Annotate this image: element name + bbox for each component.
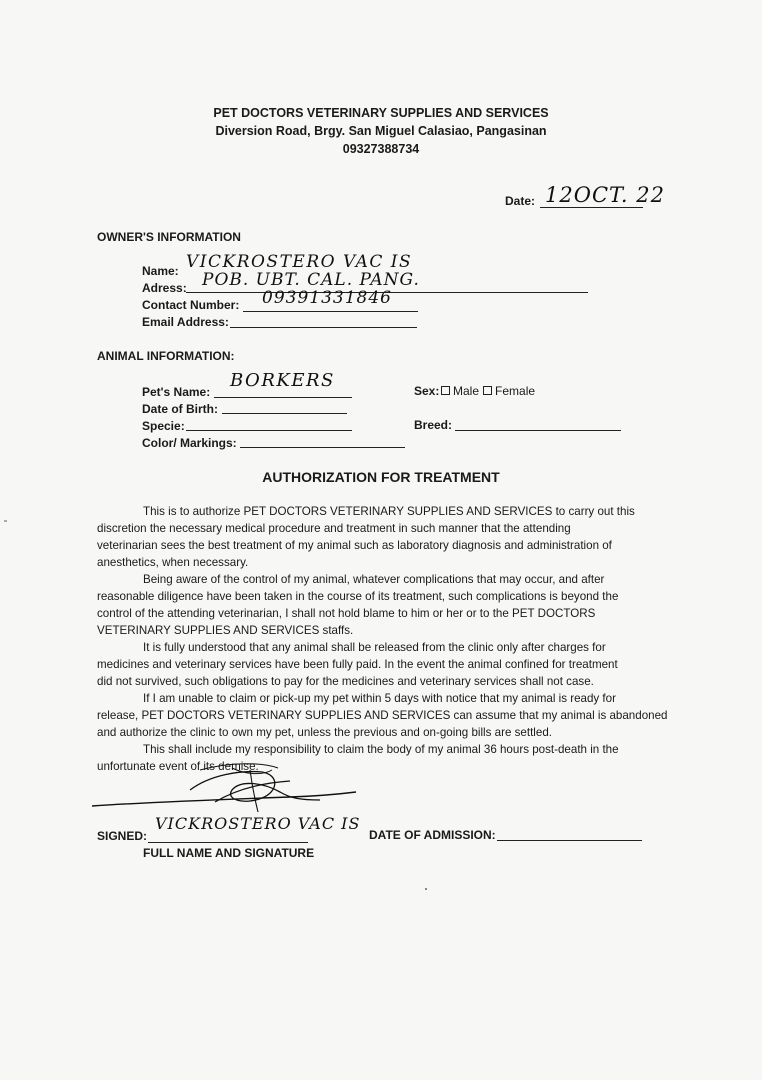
para-line: veterinarian sees the best treatment of my animal such as laboratory diagnosis and administration of — [97, 539, 612, 552]
specie-label: Specie: — [142, 419, 185, 433]
para-line: did not survived, such obligations to pay for the medicines and veterinary services shall not case. — [97, 675, 594, 688]
para-line: reasonable diligence have been taken in the course of its treatment, such complications is beyond the — [97, 590, 619, 603]
sex-label: Sex: — [414, 384, 440, 398]
animal-section-heading: ANIMAL INFORMATION: — [97, 349, 235, 363]
date-of-admission-label: DATE OF ADMISSION: — [369, 828, 496, 842]
para-line: discretion the necessary medical procedure and treatment in such manner that the attending — [97, 522, 571, 535]
date-label: Date: — [505, 194, 536, 208]
owner-section-heading: OWNER'S INFORMATION — [97, 230, 241, 244]
printed-name-handwritten: VICKROSTERO VAC IS — [155, 814, 361, 833]
contact-number-handwritten: 09391331846 — [262, 288, 392, 308]
company-address: Diversion Road, Brgy. San Miguel Calasiao, Pangasinan — [215, 124, 547, 138]
male-option-label: Male — [453, 384, 480, 398]
para-line: This shall include my responsibility to claim the body of my animal 36 hours post-death in the — [143, 743, 619, 756]
para-line: anesthetics, when necessary. — [97, 556, 249, 569]
pet-name-label: Pet's Name: — [142, 385, 211, 399]
color-markings-label: Color/ Markings: — [142, 436, 237, 450]
company-name: PET DOCTORS VETERINARY SUPPLIES AND SERVICES — [213, 106, 549, 120]
para-line: control of the attending veterinarian, I shall not hold blame to him or her or to the PET DOCTORS — [97, 607, 596, 620]
owner-name-label: Name: — [142, 264, 179, 278]
date-handwritten: 12OCT. 22 — [545, 183, 665, 207]
owner-name-handwritten: VICKROSTERO VAC IS — [186, 252, 413, 272]
para-line: Being aware of the control of my animal, whatever complications that may occur, and after — [143, 573, 605, 586]
dob-label: Date of Birth: — [142, 402, 218, 416]
breed-label: Breed: — [414, 418, 453, 432]
scan-speck — [425, 888, 427, 890]
email-label: Email Address: — [142, 315, 229, 329]
para-line: If I am unable to claim or pick-up my pet within 5 days with notice that my animal is ready for — [143, 692, 616, 705]
para-line: and authorize the clinic to own my pet, unless the previous and on-going bills are settled. — [97, 726, 552, 739]
company-phone: 09327388734 — [342, 142, 420, 156]
para-line: This is to authorize PET DOCTORS VETERINARY SUPPLIES AND SERVICES to carry out this — [143, 505, 635, 518]
para-line: VETERINARY SUPPLIES AND SERVICES staffs. — [97, 624, 354, 637]
contact-number-label: Contact Number: — [142, 298, 240, 312]
para-line: unfortunate event of its demise. — [97, 760, 259, 773]
para-line: It is fully understood that any animal shall be released from the clinic only after charges for — [143, 641, 606, 654]
authorization-title: AUTHORIZATION FOR TREATMENT — [262, 469, 500, 485]
pet-name-handwritten: BORKERS — [230, 370, 335, 391]
scan-speck — [4, 520, 7, 522]
owner-address-label: Adress: — [142, 281, 187, 295]
female-option-label: Female — [495, 384, 536, 398]
para-line: medicines and veterinary services have been fully paid. In the event the animal confined for treatment — [97, 658, 618, 671]
signed-label: SIGNED: — [97, 829, 148, 843]
owner-address-handwritten: POB. UBT. CAL. PANG. — [202, 270, 420, 290]
para-line: release, PET DOCTORS VETERINARY SUPPLIES AND SERVICES can assume that my animal is abandoned — [97, 709, 668, 722]
full-name-signature-label: FULL NAME AND SIGNATURE — [143, 846, 315, 860]
